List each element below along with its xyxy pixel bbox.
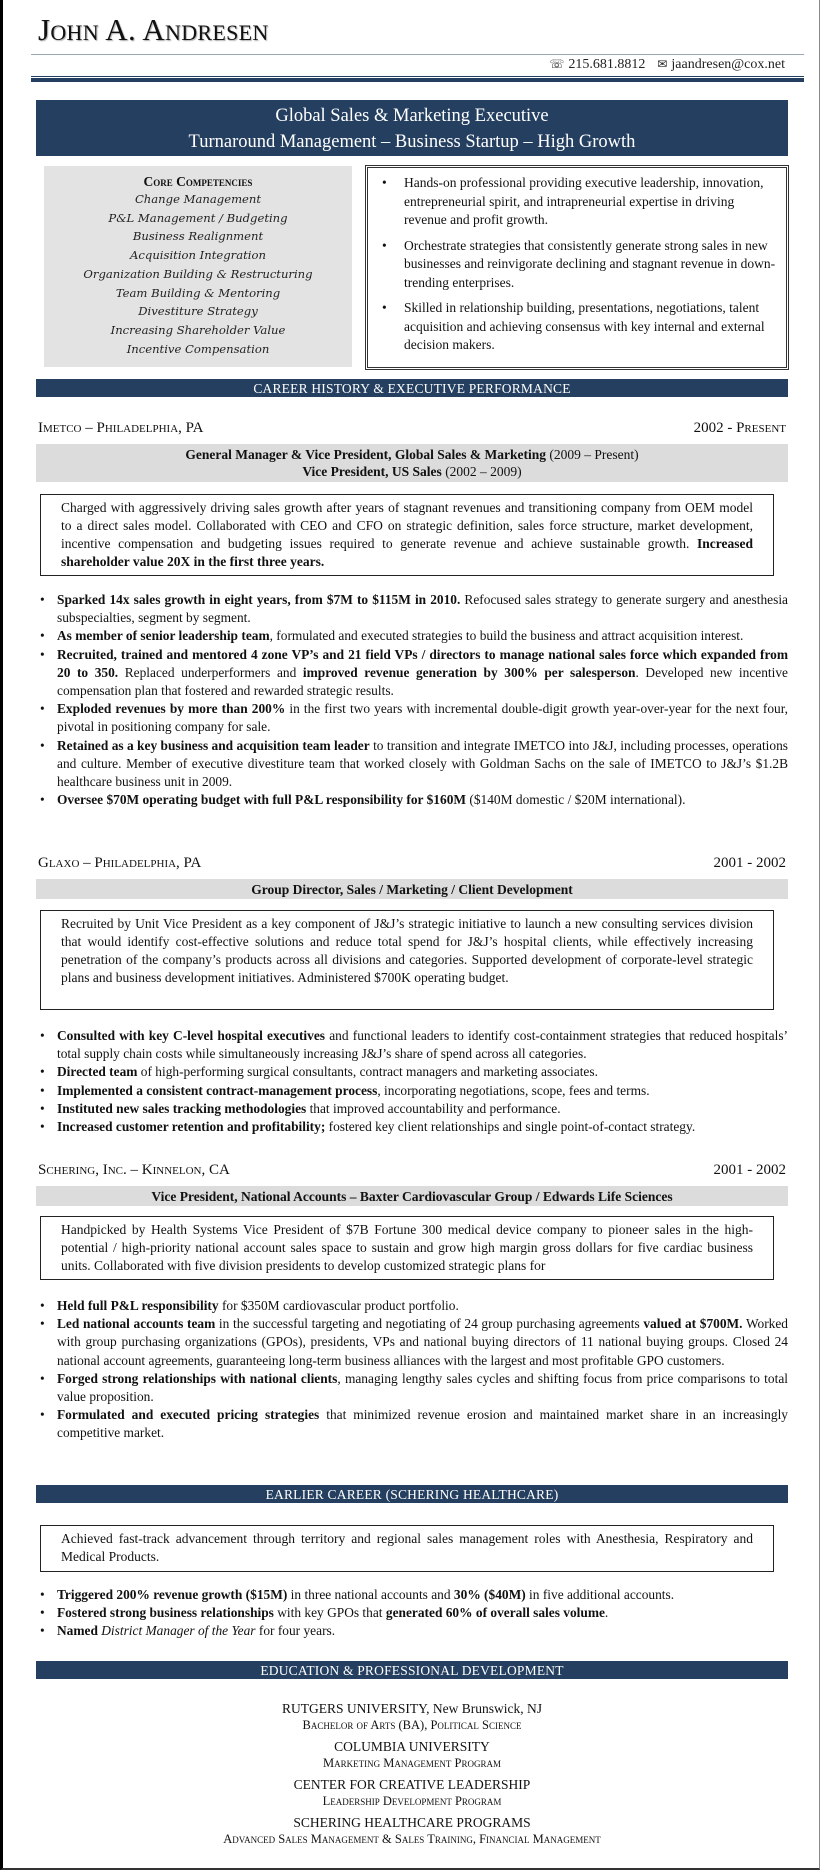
degree-program: Leadership Development Program <box>322 1794 502 1808</box>
achievement-item: • Formulated and executed pricing strategies that minimized revenue erosion and maintained market share in an increasingly competitive market. <box>36 1406 788 1442</box>
school-name: SCHERING HEALTHCARE PROGRAMS <box>293 1815 531 1830</box>
competency-item: Increasing Shareholder Value <box>110 322 286 337</box>
earlier-career-summary <box>40 1525 774 1572</box>
highlight-item: • Skilled in relationship building, presentations, negotiations, talent acquisition and achieving consensus with key internal and external decision makers. <box>382 299 776 355</box>
achievements-schering <box>36 1297 788 1443</box>
achievements-earlier <box>36 1586 788 1641</box>
summary-text: Charged with aggressively driving sales growth after years of stagnant revenues and transitioning company from OEM model to a direct sales model. Collaborated with CEO and CFO on strategic definition, sales force structure, market development, incentive compensation and budgeting issues required to generate revenue and achieve sustainable growth. <box>61 500 753 551</box>
school-name: CENTER FOR CREATIVE LEADERSHIP <box>293 1777 531 1792</box>
job-dates: 2001 - 2002 <box>713 855 786 871</box>
highlight-item: • Orchestrate strategies that consistently generate strong sales in new businesses and reinvigorate declining and stagnant revenue in down-trending enterprises. <box>382 237 776 293</box>
achievement-item: • Instituted new sales tracking methodologies that improved accountability and performance. <box>36 1100 788 1118</box>
job-title: General Manager & Vice President, Global Sales & Marketing <box>185 447 546 462</box>
section-career-history: CAREER HISTORY & EXECUTIVE PERFORMANCE <box>36 379 788 397</box>
achievement-item: • Sparked 14x sales growth in eight years, from $7M to $115M in 2010. Refocused sales strategy to generate surgery and anesthesia subspecialties, segment by segment. <box>36 591 788 627</box>
achievement-item: • Oversee $70M operating budget with full P&L responsibility for $160M ($140M domestic / $20M international). <box>36 791 788 809</box>
achievements-imetco <box>36 591 788 809</box>
achievement-item: • Forged strong relationships with national clients, managing lengthy sales cycles and shifting focus from price comparisons to total value proposition. <box>36 1370 788 1406</box>
school-name: RUTGERS UNIVERSITY, New Brunswick, NJ <box>281 1701 542 1716</box>
achievement-item: • As member of senior leadership team, formulated and executed strategies to build the business and attract acquisition interest. <box>36 627 788 645</box>
profile-highlights-box <box>365 165 789 370</box>
competency-item: Change Management <box>134 192 262 206</box>
job-dates: 2002 - Present <box>693 420 786 436</box>
job-dates: 2001 - 2002 <box>713 1162 786 1178</box>
job-titles-schering <box>36 1186 788 1206</box>
competency-item: Team Building & Mentoring <box>115 285 281 300</box>
summary-text: Handpicked by Health Systems Vice President of $7B Fortune 300 medical device company to pioneer sales in the high-potential / high-priority national account sales space to sustain and grow high margin gross dollars for five cardiac business units. Collaborated with five division presidents to develop customized strategic plans for <box>61 1222 753 1273</box>
email-address[interactable]: jaandresen@cox.net <box>671 57 785 72</box>
candidate-name: John A. Andresen <box>38 12 269 47</box>
competency-item: Business Realignment <box>132 229 264 244</box>
header-rule-thick <box>31 78 804 82</box>
contact-line <box>549 57 785 73</box>
competency-item: P&L Management / Budgeting <box>108 210 288 225</box>
job-title: Group Director, Sales / Marketing / Client Development <box>251 882 573 897</box>
job-title-period: (2009 – Present) <box>545 447 639 462</box>
achievement-item: • Fostered strong business relationships with key GPOs that generated 60% of overall sales volume. <box>36 1604 788 1622</box>
highlight-item: • Hands-on professional providing executive leadership, innovation, entrepreneurial spirit, and intrapreneurial expertise in driving revenue and profit growth. <box>382 174 776 230</box>
section-education: EDUCATION & PROFESSIONAL DEVELOPMENT <box>36 1661 788 1679</box>
headline-subtitle: Turnaround Management – Business Startup – High Growth <box>188 132 636 152</box>
summary-highlight: Increased shareholder value 20X in the first three years. <box>61 536 753 569</box>
header-rule-thin <box>31 76 804 77</box>
company-name: Imetco – Philadelphia, PA <box>38 420 204 436</box>
achievement-item: • Named District Manager of the Year for four years. <box>36 1622 788 1640</box>
achievement-item: • Held full P&L responsibility for $350M cardiovascular product portfolio. <box>36 1297 788 1315</box>
job-title-period: (2002 – 2009) <box>441 464 522 479</box>
job-summary-schering <box>40 1216 774 1280</box>
job-header-schering <box>36 1162 788 1182</box>
achievements-glaxo <box>36 1027 788 1136</box>
section-earlier-career: EARLIER CAREER (SCHERING HEALTHCARE) <box>36 1485 788 1503</box>
envelope-icon: ✉ <box>657 57 668 71</box>
achievement-item: • Triggered 200% revenue growth ($15M) in three national accounts and 30% ($40M) in five additional accounts. <box>36 1586 788 1604</box>
summary-text: Recruited by Unit Vice President as a key component of J&J’s strategic initiative to launch a new consulting services division that would identify cost-effective solutions and reduce total spend for J&J’s hospital clients, while effectively increasing penetration of the company’s products across all divisions and categories. Supported development of corporate-level strategic plans and business development initiatives. Administered $700K operating budget. <box>61 916 753 985</box>
job-titles-glaxo <box>36 879 788 899</box>
job-title: Vice President, US Sales <box>302 464 442 479</box>
achievement-item: • Implemented a consistent contract-management process, incorporating negotiations, scope, fees and terms. <box>36 1082 788 1100</box>
phone-icon: ☏ <box>549 57 565 71</box>
competency-item: Organization Building & Restructuring <box>83 266 313 281</box>
achievement-item: • Increased customer retention and profitability; fostered key client relationships and single point-of-contact strategy. <box>36 1118 788 1136</box>
achievement-item: • Retained as a key business and acquisition team leader to transition and integrate IMETCO into J&J, including processes, operations and culture. Member of executive divestiture team that worked closely with Goldman Sachs on the sale of IMETCO to J&J’s $1.2B healthcare business unit in 2009. <box>36 737 788 792</box>
education-list <box>36 1700 788 1852</box>
school-name: COLUMBIA UNIVERSITY <box>334 1739 490 1754</box>
core-competencies-title: Core Competencies <box>143 174 253 189</box>
competency-item: Divestiture Strategy <box>138 304 258 319</box>
job-summary-glaxo <box>40 910 774 1010</box>
job-header-glaxo <box>36 855 788 875</box>
achievement-item: • Consulted with key C-level hospital executives and functional leaders to identify cost-containment strategies that reduced hospitals’ total supply chain costs while simultaneously increasing J&J’s share of spend across all categories. <box>36 1027 788 1063</box>
headline-title: Global Sales & Marketing Executive <box>275 106 549 126</box>
competency-item: Acquisition Integration <box>130 248 266 263</box>
phone-number: 215.681.8812 <box>568 57 646 72</box>
achievement-item: • Exploded revenues by more than 200% in the first two years with incremental double-digit growth year-over-year for the next four, pivotal in positioning company for sale. <box>36 700 788 736</box>
competency-item: Incentive Compensation <box>126 341 270 356</box>
job-summary-imetco <box>40 494 774 576</box>
company-name: Schering, Inc. – Kinnelon, CA <box>38 1162 230 1178</box>
degree-program: Marketing Management Program <box>323 1756 501 1770</box>
degree-program: Bachelor of Arts (BA), Political Science <box>302 1718 522 1732</box>
degree-program: Advanced Sales Management & Sales Training, Financial Management <box>223 1832 601 1846</box>
achievement-item: • Led national accounts team in the successful targeting and negotiating of 24 group purchasing agreements valued at $700M. Worked with group purchasing organizations (GPOs), presidents, VPs and national buying directors of 11 national buying groups. Closed 24 national account agreements, guaranteeing long-term business alliances with the largest and most profitable GPO customers. <box>36 1315 788 1370</box>
job-titles-imetco <box>36 444 788 482</box>
achievement-item: • Directed team of high-performing surgical consultants, contract managers and marketing associates. <box>36 1063 788 1081</box>
summary-text: Achieved fast-track advancement through territory and regional sales management roles with Anesthesia, Respiratory and Medical Products. <box>61 1531 753 1564</box>
headline-banner <box>36 100 788 156</box>
job-header-imetco <box>36 420 788 440</box>
job-title: Vice President, National Accounts – Baxter Cardiovascular Group / Edwards Life Sciences <box>151 1189 673 1204</box>
name-divider <box>31 54 804 55</box>
core-competencies-box <box>44 166 352 367</box>
company-name: Glaxo – Philadelphia, PA <box>38 855 202 871</box>
achievement-item: • Recruited, trained and mentored 4 zone VP’s and 21 field VPs / directors to manage national sales force which expanded from 20 to 350. Replaced underperformers and improved revenue generation by 300% per salesperson. Developed new incentive compensation plan that fostered and rewarded strategic results. <box>36 646 788 701</box>
